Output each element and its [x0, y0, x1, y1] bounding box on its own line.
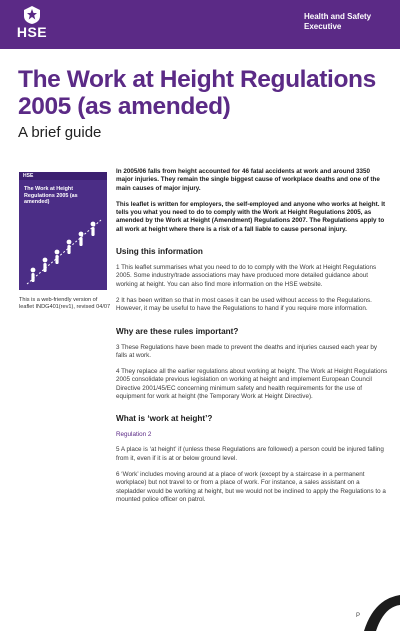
heading-why-rules-important: Why are these rules important? [116, 326, 239, 336]
cover-caption: This is a web-friendly version of leaflet INDG401(rev1), revised 04/07 [19, 297, 111, 311]
logo-text: HSE [16, 24, 48, 40]
paragraph-4: 4 They replace all the earlier regulations about working at height. The Work at Height Regulations 2005 consolidate previous legislation on working at height and implement European Council Directive 2001/45/EC concerning minimum safety and health requirements for the use of equipment for work at height (the Temporary Work at Height Directive). [116, 368, 388, 401]
climbing-figures-illustration [19, 212, 107, 290]
corner-curl-decoration [350, 591, 400, 631]
intro-paragraph-2: This leaflet is written for employers, the self-employed and anyone who works at height. It tells you what you need to do to comply with the Work at Height Regulations 2005, as amended by the Work at Height (Amendment) Regulations 2007. The Regulations apply to all work at height where there is a risk of a fall liable to cause personal injury. [116, 200, 386, 233]
heading-what-is-work-at-height: What is ‘work at height’? [116, 414, 213, 424]
crown-emblem-icon [22, 6, 42, 24]
main-content [116, 168, 388, 512]
cover-logo: HSE [23, 173, 34, 179]
paragraph-3: 3 These Regulations have been made to prevent the deaths and injuries caused each year by falls at work. [116, 343, 378, 359]
page-title: The Work at Height Regulations 2005 (as amended) [18, 66, 376, 120]
leaflet-cover-image [19, 172, 107, 290]
paragraph-6: 6 ‘Work’ includes moving around at a place of work (except by a staircase in a permanent workplace) but not travel to or from a place of work. For instance, a sales assistant on a stepladder would be working at height, but we would not be inclined to apply the Regulations to a mounted police officer on patrol. [116, 470, 386, 503]
paragraph-2: 2 It has been written so that in most cases it can be used without access to the Regulations. However, it may be useful to have the Regulations to hand if you require more information. [116, 296, 372, 313]
agency-name [304, 12, 384, 32]
hse-logo [14, 6, 50, 39]
paragraph-1: 1 This leaflet summarises what you need to do to comply with the Work at Height Regulations 2005. Some industry/trade associations may have produced more detailed guidance about working at height. You can also find more information on the HSE website. [116, 264, 377, 288]
paragraph-5: 5 A place is ‘at height’ if (unless these Regulations are followed) a person could be injured falling from it, even if it is at or below ground level. [116, 446, 384, 462]
page-subtitle: A brief guide [18, 124, 102, 141]
agency-line-1: Health and Safety [304, 12, 372, 21]
heading-using-information: Using this information [116, 247, 203, 257]
page-number: P [356, 613, 361, 619]
regulation-reference: Regulation 2 [116, 431, 152, 439]
agency-line-2: Executive [304, 22, 342, 31]
header-bar [0, 0, 400, 49]
intro-paragraph-1: In 2005/06 falls from height accounted for 46 fatal accidents at work and around 3350 major injuries. They remain the single biggest cause of workplace deaths and one of the main causes of major injury. [116, 168, 380, 192]
cover-title: The Work at Height Regulations 2005 (as amended) [24, 186, 78, 205]
